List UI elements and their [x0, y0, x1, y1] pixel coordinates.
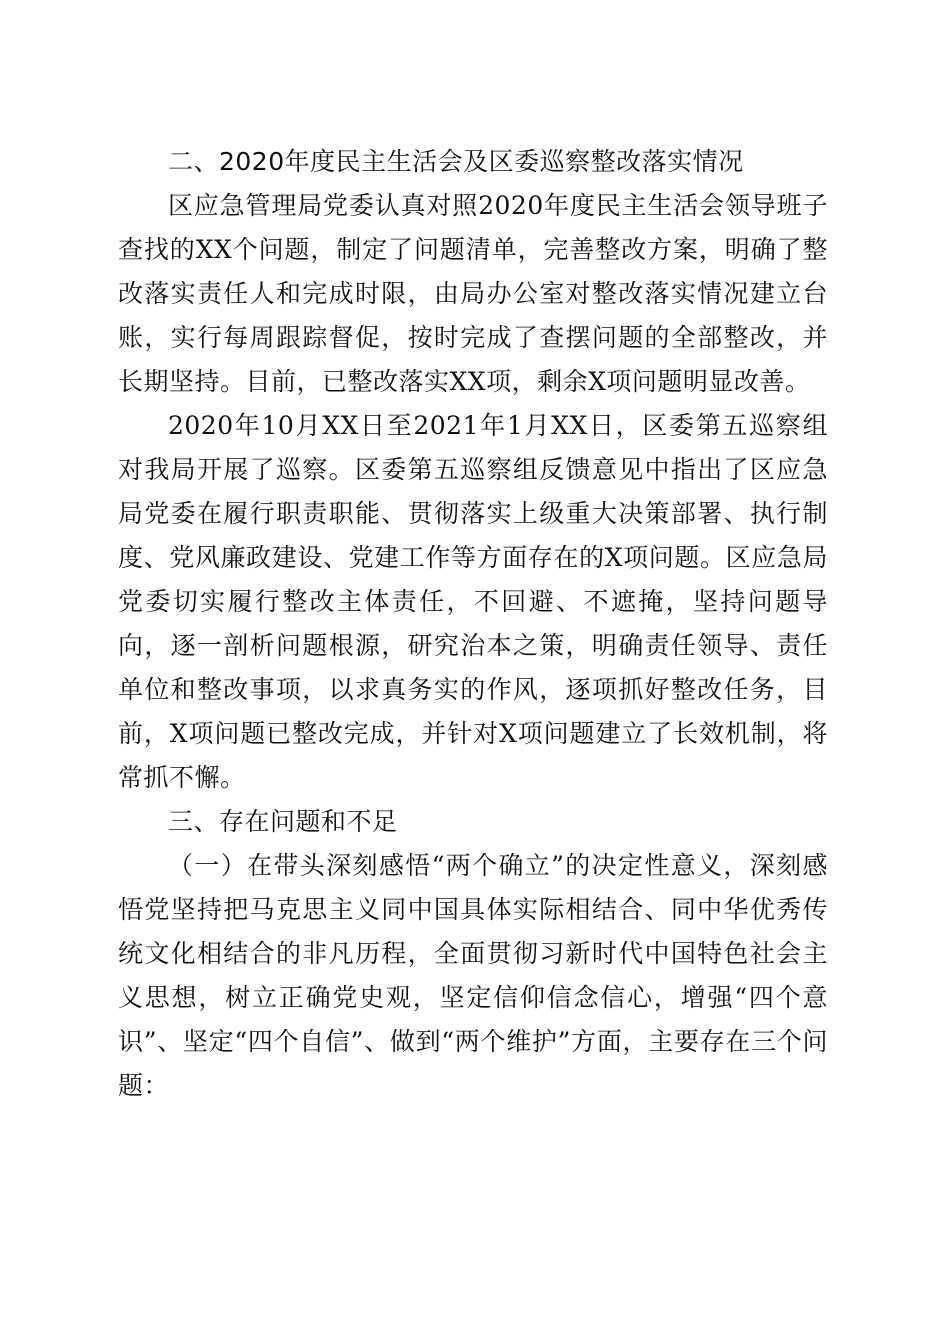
section-3-paragraph-1: （一）在带头深刻感悟“两个确立”的决定性意义，深刻感悟党坚持把马克思主义同中国具体实际相结合、同中华优秀传统文化相结合的非凡历程，全面贯彻习新时代中国特色社会主义思想，树立正确党史观，坚定信仰信念信心，增强“四个意识”、坚定“四个自信”、做到“两个维护”方面，主要存在三个问题： [118, 851, 828, 1100]
document-body [118, 140, 828, 1108]
section-2-heading: 二、2020年度民主生活会及区委巡察整改落实情况 [168, 147, 744, 176]
section-3-heading: 三、存在问题和不足 [168, 807, 398, 836]
section-2-paragraph-1: 区应急管理局党委认真对照2020年度民主生活会领导班子查找的XX个问题，制定了问题清单，完善整改方案，明确了整改落实责任人和完成时限，由局办公室对整改落实情况建立台账，实行每周跟踪督促，按时完成了查摆问题的全部整改，并长期坚持。目前，已整改落实XX项，剩余X项问题明显改善。 [118, 191, 828, 396]
section-2-paragraph-2: 2020年10月XX日至2021年1月XX日，区委第五巡察组对我局开展了巡察。区委第五巡察组反馈意见中指出了区应急局党委在履行职责职能、贯彻落实上级重大决策部署、执行制度、党风廉政建设、党建工作等方面存在的X项问题。区应急局党委切实履行整改主体责任，不回避、不遮掩，坚持问题导向，逐一剖析问题根源，研究治本之策，明确责任领导、责任单位和整改事项，以求真务实的作风，逐项抓好整改任务，目前，X项问题已整改完成，并针对X项问题建立了长效机制，将常抓不懈。 [118, 411, 828, 792]
